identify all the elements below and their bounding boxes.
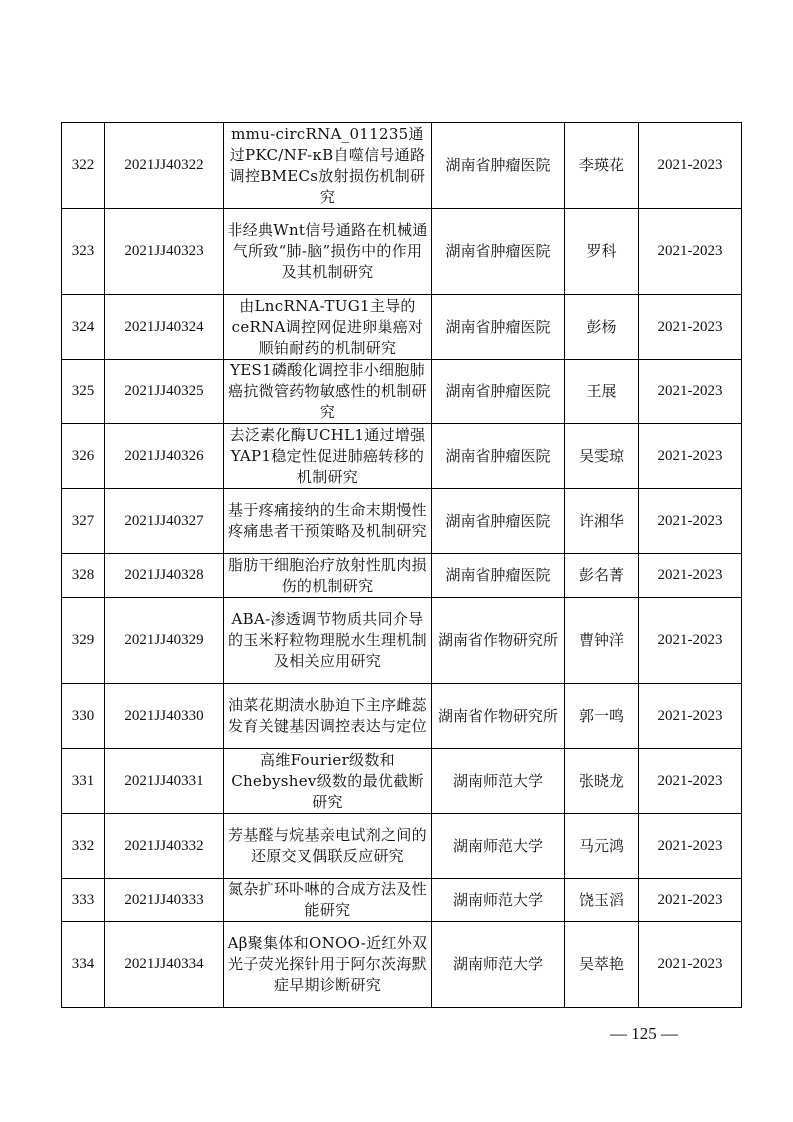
- project-period: 2021-2023: [639, 295, 742, 360]
- project-title: 由LncRNA-TUG1主导的ceRNA调控网促进卵巢癌对顺铂耐药的机制研究: [224, 295, 432, 360]
- project-leader: 吴雯琼: [565, 424, 639, 489]
- project-title: YES1磷酸化调控非小细胞肺癌抗微管药物敏感性的机制研究: [224, 360, 432, 424]
- project-period: 2021-2023: [639, 424, 742, 489]
- row-number: 323: [62, 209, 105, 295]
- row-number: 326: [62, 424, 105, 489]
- project-leader: 曹钟洋: [565, 598, 639, 684]
- table-row: [62, 209, 742, 295]
- project-code: 2021JJ40326: [105, 424, 224, 489]
- organization: 湖南省作物研究所: [432, 684, 565, 749]
- project-table: [61, 122, 742, 1008]
- table-row: [62, 360, 742, 424]
- project-period: 2021-2023: [639, 360, 742, 424]
- project-period: 2021-2023: [639, 684, 742, 749]
- project-period: 2021-2023: [639, 489, 742, 554]
- project-leader: 张晓龙: [565, 749, 639, 814]
- project-period: 2021-2023: [639, 814, 742, 879]
- project-code: 2021JJ40323: [105, 209, 224, 295]
- project-leader: 饶玉滔: [565, 879, 639, 922]
- project-code: 2021JJ40331: [105, 749, 224, 814]
- row-number: 333: [62, 879, 105, 922]
- project-leader: 郭一鸣: [565, 684, 639, 749]
- project-title: Aβ聚集体和ONOO-近红外双光子荧光探针用于阿尔茨海默症早期诊断研究: [224, 922, 432, 1008]
- organization: 湖南省肿瘤医院: [432, 424, 565, 489]
- row-number: 325: [62, 360, 105, 424]
- table-row: [62, 598, 742, 684]
- organization: 湖南师范大学: [432, 922, 565, 1008]
- project-leader: 彭名菁: [565, 554, 639, 598]
- organization: 湖南省肿瘤医院: [432, 209, 565, 295]
- project-period: 2021-2023: [639, 123, 742, 209]
- project-period: 2021-2023: [639, 554, 742, 598]
- project-period: 2021-2023: [639, 598, 742, 684]
- project-leader: 李瑛花: [565, 123, 639, 209]
- organization: 湖南省肿瘤医院: [432, 489, 565, 554]
- project-title: 芳基醛与烷基亲电试剂之间的还原交叉偶联反应研究: [224, 814, 432, 879]
- project-code: 2021JJ40322: [105, 123, 224, 209]
- organization: 湖南省肿瘤医院: [432, 295, 565, 360]
- project-code: 2021JJ40324: [105, 295, 224, 360]
- table-row: [62, 749, 742, 814]
- project-leader: 吴萃艳: [565, 922, 639, 1008]
- row-number: 332: [62, 814, 105, 879]
- organization: 湖南省作物研究所: [432, 598, 565, 684]
- table-row: [62, 879, 742, 922]
- project-title: 去泛素化酶UCHL1通过增强YAP1稳定性促进肺癌转移的机制研究: [224, 424, 432, 489]
- row-number: 329: [62, 598, 105, 684]
- project-leader: 罗科: [565, 209, 639, 295]
- project-title: 氮杂扩环卟啉的合成方法及性能研究: [224, 879, 432, 922]
- organization: 湖南省肿瘤医院: [432, 123, 565, 209]
- table-row: [62, 684, 742, 749]
- project-code: 2021JJ40333: [105, 879, 224, 922]
- table-row: [62, 424, 742, 489]
- project-title: 脂肪干细胞治疗放射性肌肉损伤的机制研究: [224, 554, 432, 598]
- project-title: 非经典Wnt信号通路在机械通气所致“肺-脑”损伤中的作用及其机制研究: [224, 209, 432, 295]
- project-title: ABA-渗透调节物质共同介导的玉米籽粒物理脱水生理机制及相关应用研究: [224, 598, 432, 684]
- table-row: [62, 922, 742, 1008]
- project-code: 2021JJ40327: [105, 489, 224, 554]
- project-period: 2021-2023: [639, 922, 742, 1008]
- project-code: 2021JJ40325: [105, 360, 224, 424]
- table-row: [62, 554, 742, 598]
- page-number: — 125 —: [610, 1024, 678, 1043]
- project-code: 2021JJ40332: [105, 814, 224, 879]
- table-row: [62, 295, 742, 360]
- project-leader: 许湘华: [565, 489, 639, 554]
- table-row: [62, 489, 742, 554]
- project-code: 2021JJ40334: [105, 922, 224, 1008]
- project-title: 油菜花期渍水胁迫下主序雌蕊发育关键基因调控表达与定位: [224, 684, 432, 749]
- project-period: 2021-2023: [639, 879, 742, 922]
- project-leader: 王展: [565, 360, 639, 424]
- row-number: 330: [62, 684, 105, 749]
- project-title: mmu-circRNA_011235通过PKC/NF-κB自噬信号通路调控BMECs放射损伤机制研究: [224, 123, 432, 209]
- organization: 湖南师范大学: [432, 879, 565, 922]
- table-row: [62, 123, 742, 209]
- row-number: 331: [62, 749, 105, 814]
- project-title: 高维Fourier级数和Chebyshev级数的最优截断研究: [224, 749, 432, 814]
- row-number: 322: [62, 123, 105, 209]
- project-code: 2021JJ40328: [105, 554, 224, 598]
- project-code: 2021JJ40330: [105, 684, 224, 749]
- project-table-body: [62, 123, 742, 1008]
- project-title: 基于疼痛接纳的生命末期慢性疼痛患者干预策略及机制研究: [224, 489, 432, 554]
- project-leader: 彭杨: [565, 295, 639, 360]
- row-number: 328: [62, 554, 105, 598]
- row-number: 327: [62, 489, 105, 554]
- organization: 湖南省肿瘤医院: [432, 360, 565, 424]
- project-period: 2021-2023: [639, 749, 742, 814]
- organization: 湖南师范大学: [432, 814, 565, 879]
- project-leader: 马元鸿: [565, 814, 639, 879]
- project-code: 2021JJ40329: [105, 598, 224, 684]
- table-row: [62, 814, 742, 879]
- project-period: 2021-2023: [639, 209, 742, 295]
- organization: 湖南师范大学: [432, 749, 565, 814]
- row-number: 334: [62, 922, 105, 1008]
- row-number: 324: [62, 295, 105, 360]
- organization: 湖南省肿瘤医院: [432, 554, 565, 598]
